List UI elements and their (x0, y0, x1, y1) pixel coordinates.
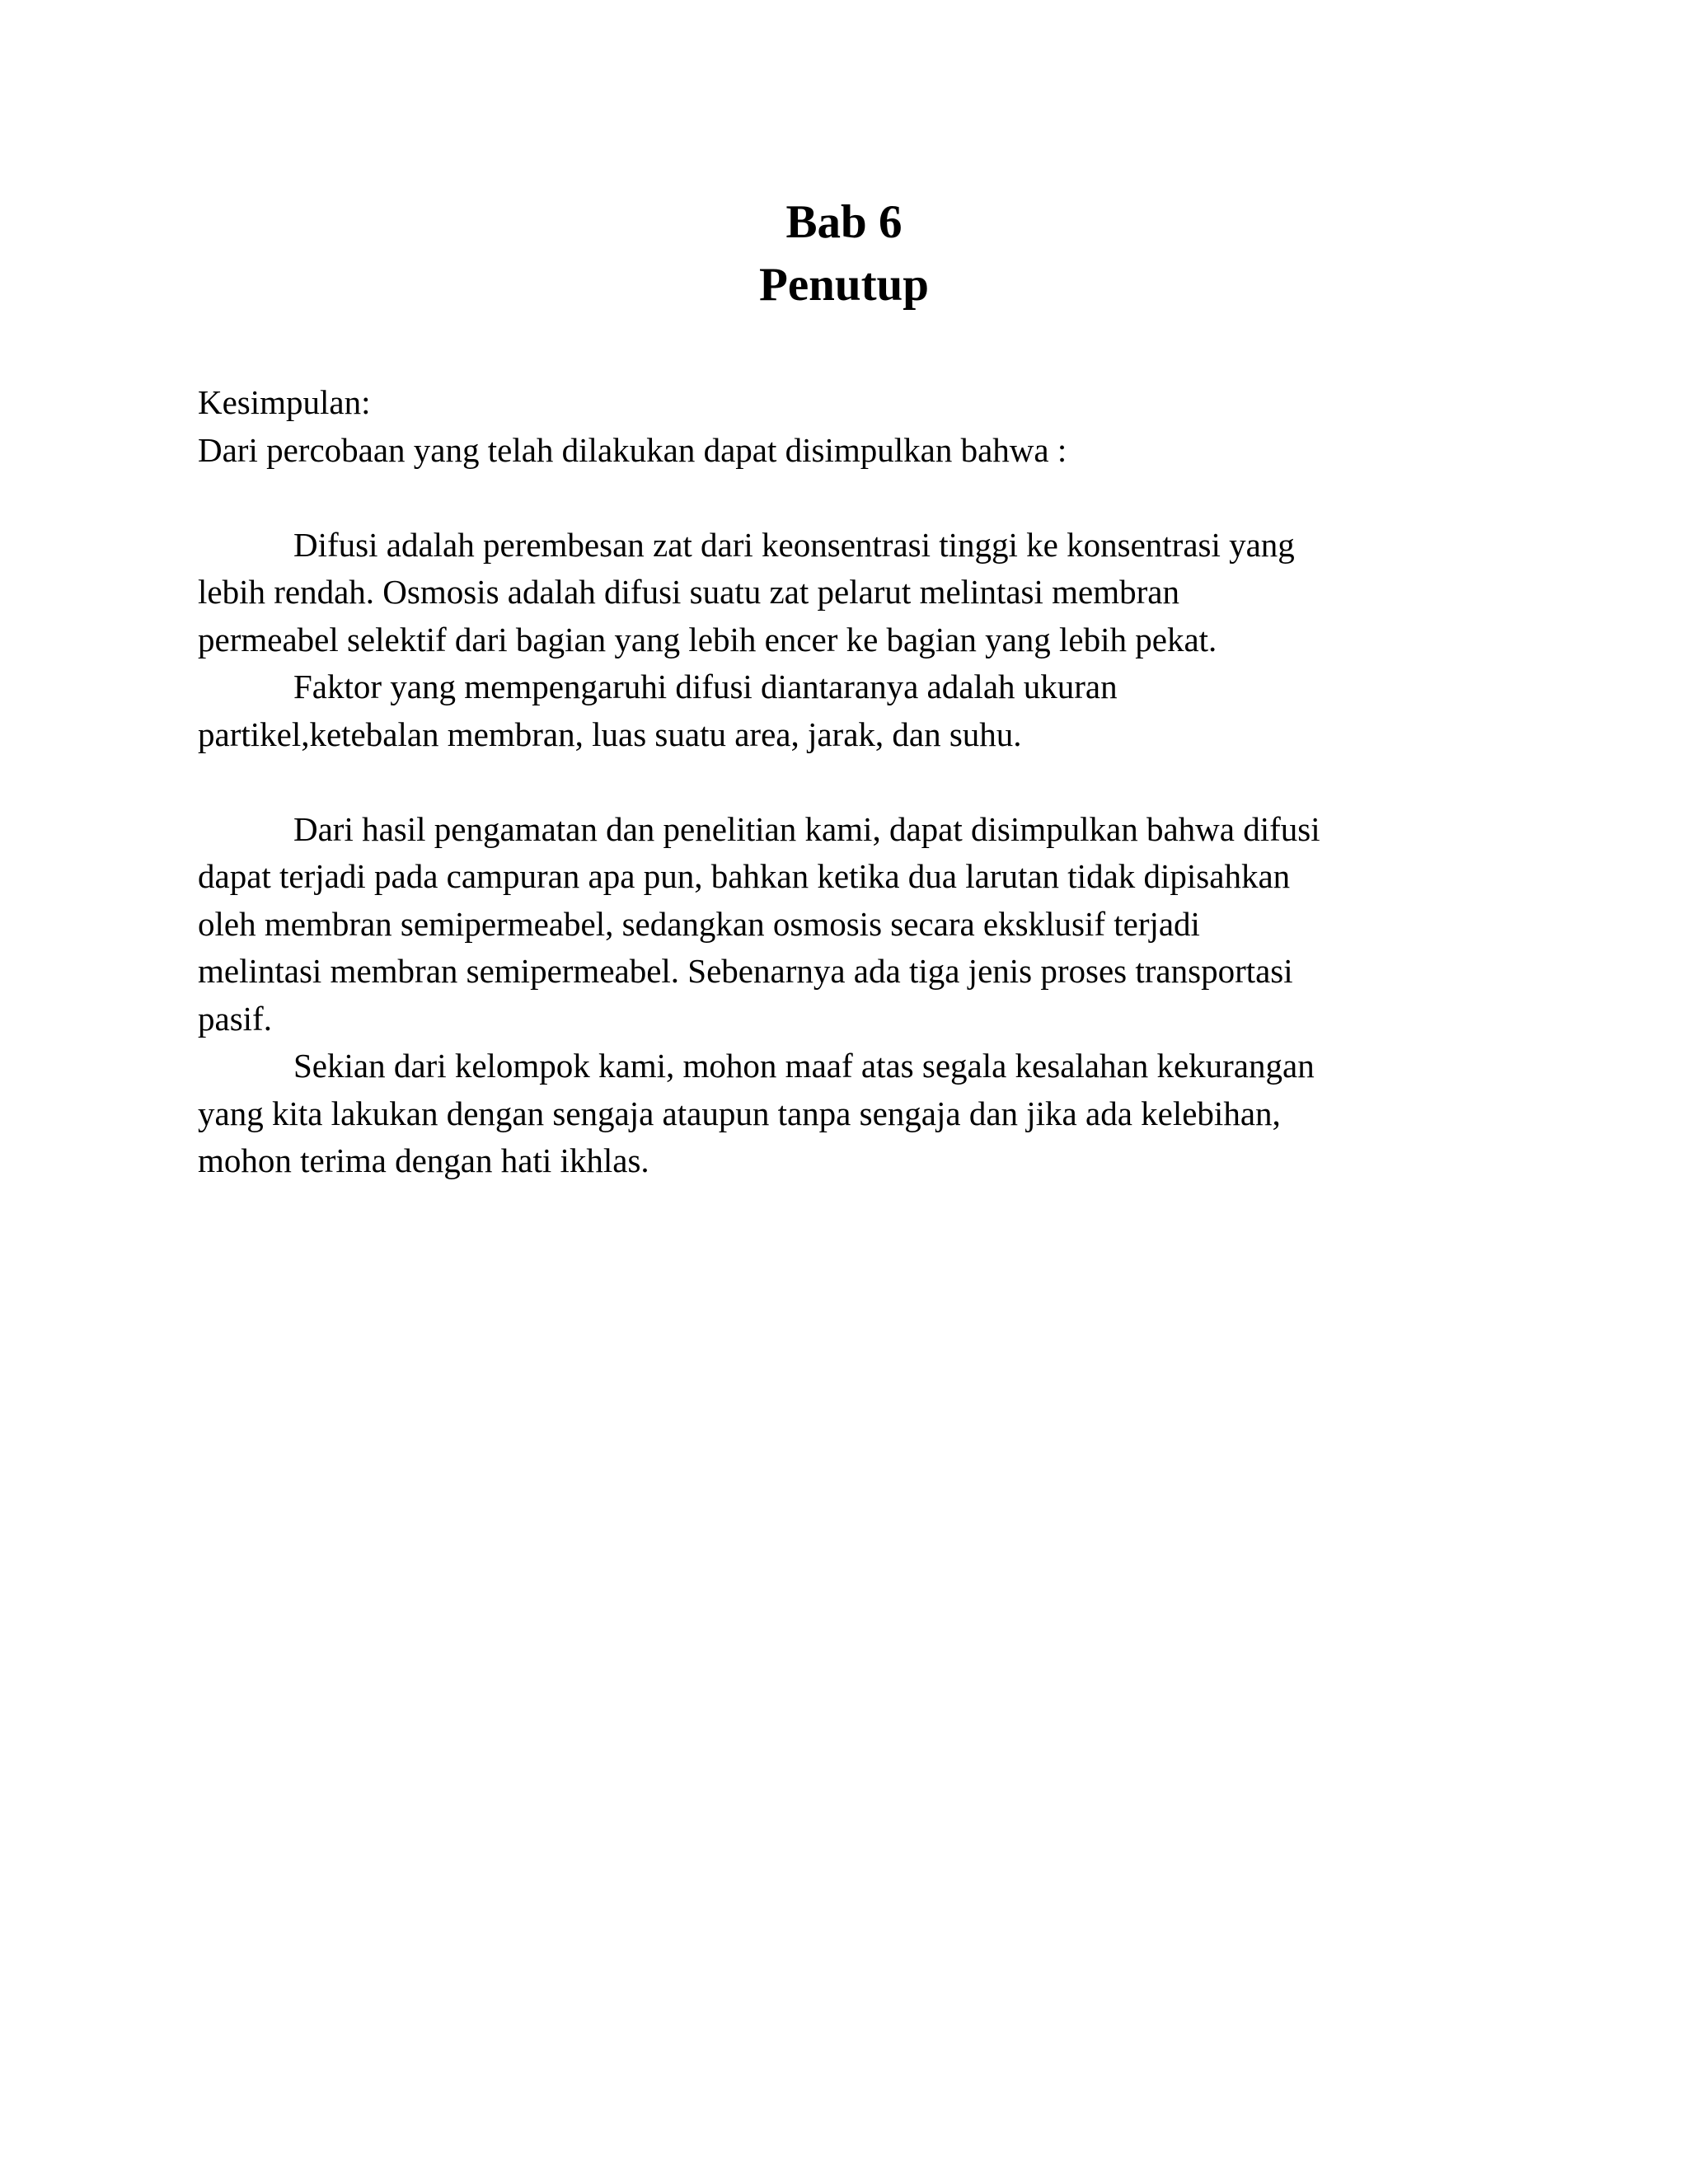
body-text (198, 379, 1508, 1185)
paragraph-line: Difusi adalah perembesan zat dari keonsentrasi tinggi ke konsentrasi yang (293, 525, 1295, 564)
paragraph-line: permeabel selektif dari bagian yang lebih encer ke bagian yang lebih pekat. (198, 620, 1217, 658)
paragraph-line: dapat terjadi pada campuran apa pun, bahkan ketika dua larutan tidak dipisahkan (198, 857, 1291, 895)
paragraph-penutup (198, 1043, 1508, 1185)
paragraph-line: Sekian dari kelompok kami, mohon maaf atas segala kesalahan kekurangan (293, 1047, 1315, 1085)
paragraph-line: yang kita lakukan dengan sengaja ataupun tanpa sengaja dan jika ada kelebihan, (198, 1094, 1281, 1132)
paragraph-line: Dari hasil pengamatan dan penelitian kami, dapat disimpulkan bahwa difusi (293, 809, 1320, 848)
paragraph-line: melintasi membran semipermeabel. Sebenarnya ada tiga jenis proses transportasi (198, 952, 1293, 990)
paragraph-line: mohon terima dengan hati ikhlas. (198, 1141, 649, 1179)
chapter-name: Penutup (759, 259, 929, 311)
blank-line (198, 758, 1508, 806)
paragraph-line: oleh membran semipermeabel, sedangkan osmosis secara eksklusif terjadi (198, 904, 1200, 943)
paragraph-line: partikel,ketebalan membran, luas suatu area, jarak, dan suhu. (198, 715, 1022, 753)
blank-line (198, 474, 1508, 522)
paragraph-line: lebih rendah. Osmosis adalah difusi suatu zat pelarut melintasi membran (198, 573, 1179, 611)
paragraph-faktor (198, 663, 1508, 758)
paragraph-difusi (198, 522, 1508, 664)
section-label: Kesimpulan: (198, 383, 371, 421)
paragraph-hasil (198, 806, 1508, 1043)
intro-sentence: Dari percobaan yang telah dilakukan dapat disimpulkan bahwa : (198, 430, 1067, 469)
paragraph-line: Faktor yang mempengaruhi difusi diantaranya adalah ukuran (293, 668, 1118, 705)
chapter-title (0, 191, 1688, 316)
chapter-number: Bab 6 (785, 196, 903, 248)
paragraph-line: pasif. (198, 999, 272, 1038)
